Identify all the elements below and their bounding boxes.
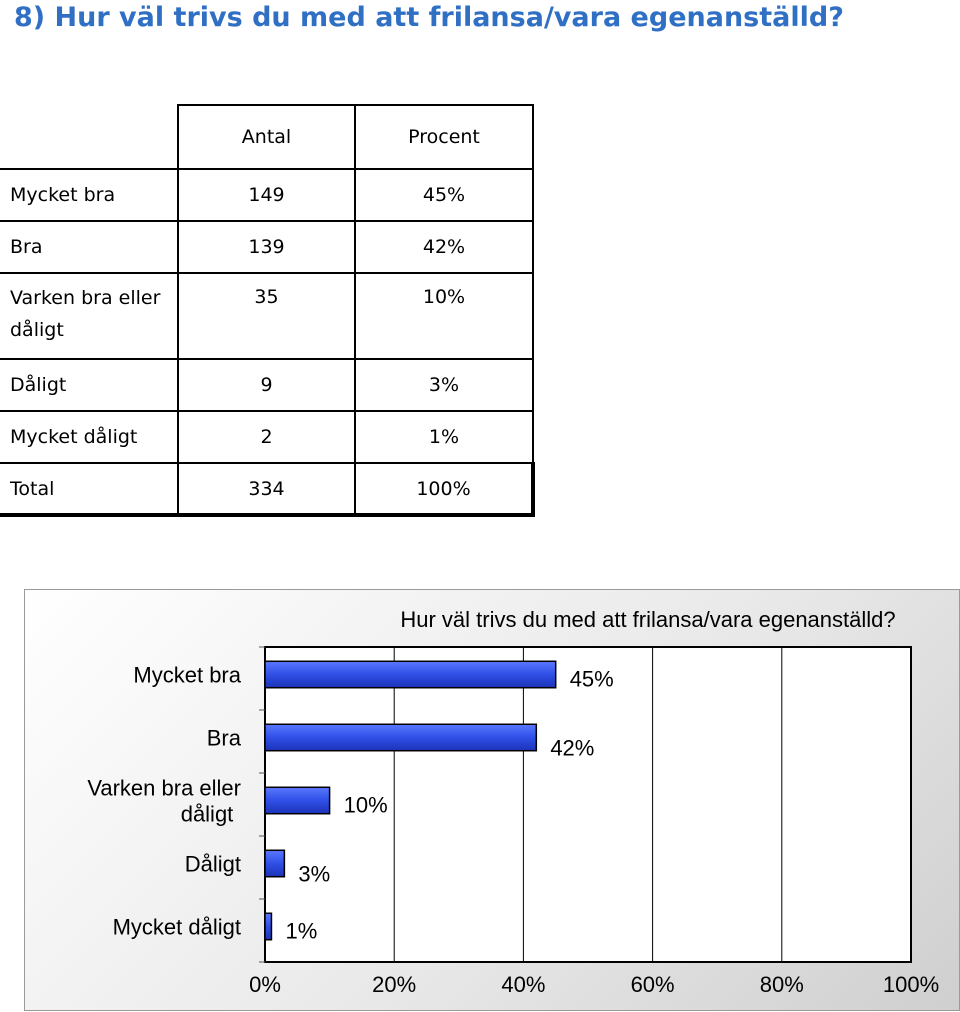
- table-header-row: [0, 105, 533, 169]
- x-tick-label: 80%: [759, 972, 804, 997]
- table-row: [0, 169, 533, 221]
- bar: [265, 913, 271, 939]
- table-total-row: [0, 463, 533, 515]
- row-label: Bra: [0, 221, 178, 273]
- row-label: Mycket dåligt: [0, 411, 178, 463]
- row-count: 9: [178, 359, 355, 411]
- bar: [265, 724, 536, 750]
- data-label: 1%: [285, 918, 318, 944]
- chart-frame: [24, 589, 960, 1011]
- bar: [265, 850, 284, 876]
- row-label: Dåligt: [0, 359, 178, 411]
- header-count: Antal: [178, 105, 355, 169]
- data-label: 10%: [343, 792, 388, 818]
- row-count: 149: [178, 169, 355, 221]
- row-label: Varken bra eller dåligt: [0, 273, 178, 359]
- header-empty-cell: [0, 105, 178, 169]
- x-tick-label: 60%: [630, 972, 675, 997]
- row-percent: 45%: [355, 169, 533, 221]
- row-count: 35: [178, 273, 355, 359]
- category-label: Dåligt: [184, 851, 241, 877]
- category-label: Mycket bra: [133, 662, 241, 688]
- x-tick-label: 0%: [249, 972, 281, 997]
- data-label: 42%: [550, 735, 595, 761]
- x-tick-label: 100%: [882, 972, 940, 997]
- bar: [265, 787, 330, 813]
- data-label: 3%: [298, 861, 331, 887]
- total-count: 334: [178, 463, 355, 515]
- x-tick-label: 40%: [501, 972, 546, 997]
- category-label: Mycket dåligt: [112, 914, 241, 940]
- category-label: Varken bra eller dåligt: [87, 775, 241, 827]
- row-percent: 3%: [355, 359, 533, 411]
- summary-table: [0, 104, 535, 517]
- row-count: 2: [178, 411, 355, 463]
- row-percent: 42%: [355, 221, 533, 273]
- header-percent: Procent: [355, 105, 533, 169]
- row-percent: 10%: [355, 273, 533, 359]
- table-row: [0, 273, 533, 359]
- total-label: Total: [0, 463, 178, 515]
- row-percent: 1%: [355, 411, 533, 463]
- data-label: 45%: [569, 666, 614, 692]
- bar: [265, 661, 556, 687]
- row-label: Mycket bra: [0, 169, 178, 221]
- x-tick-label: 20%: [372, 972, 417, 997]
- bar-chart: [25, 590, 959, 1010]
- chart-title: Hur väl trivs du med att frilansa/vara egenanställd?: [400, 607, 896, 632]
- table-row: [0, 411, 533, 463]
- row-count: 139: [178, 221, 355, 273]
- category-label: Bra: [206, 725, 241, 751]
- page-heading: 8) Hur väl trivs du med att frilansa/vara egenanställd?: [14, 2, 844, 33]
- table-row: [0, 359, 533, 411]
- total-percent: 100%: [355, 463, 533, 515]
- table-row: [0, 221, 533, 273]
